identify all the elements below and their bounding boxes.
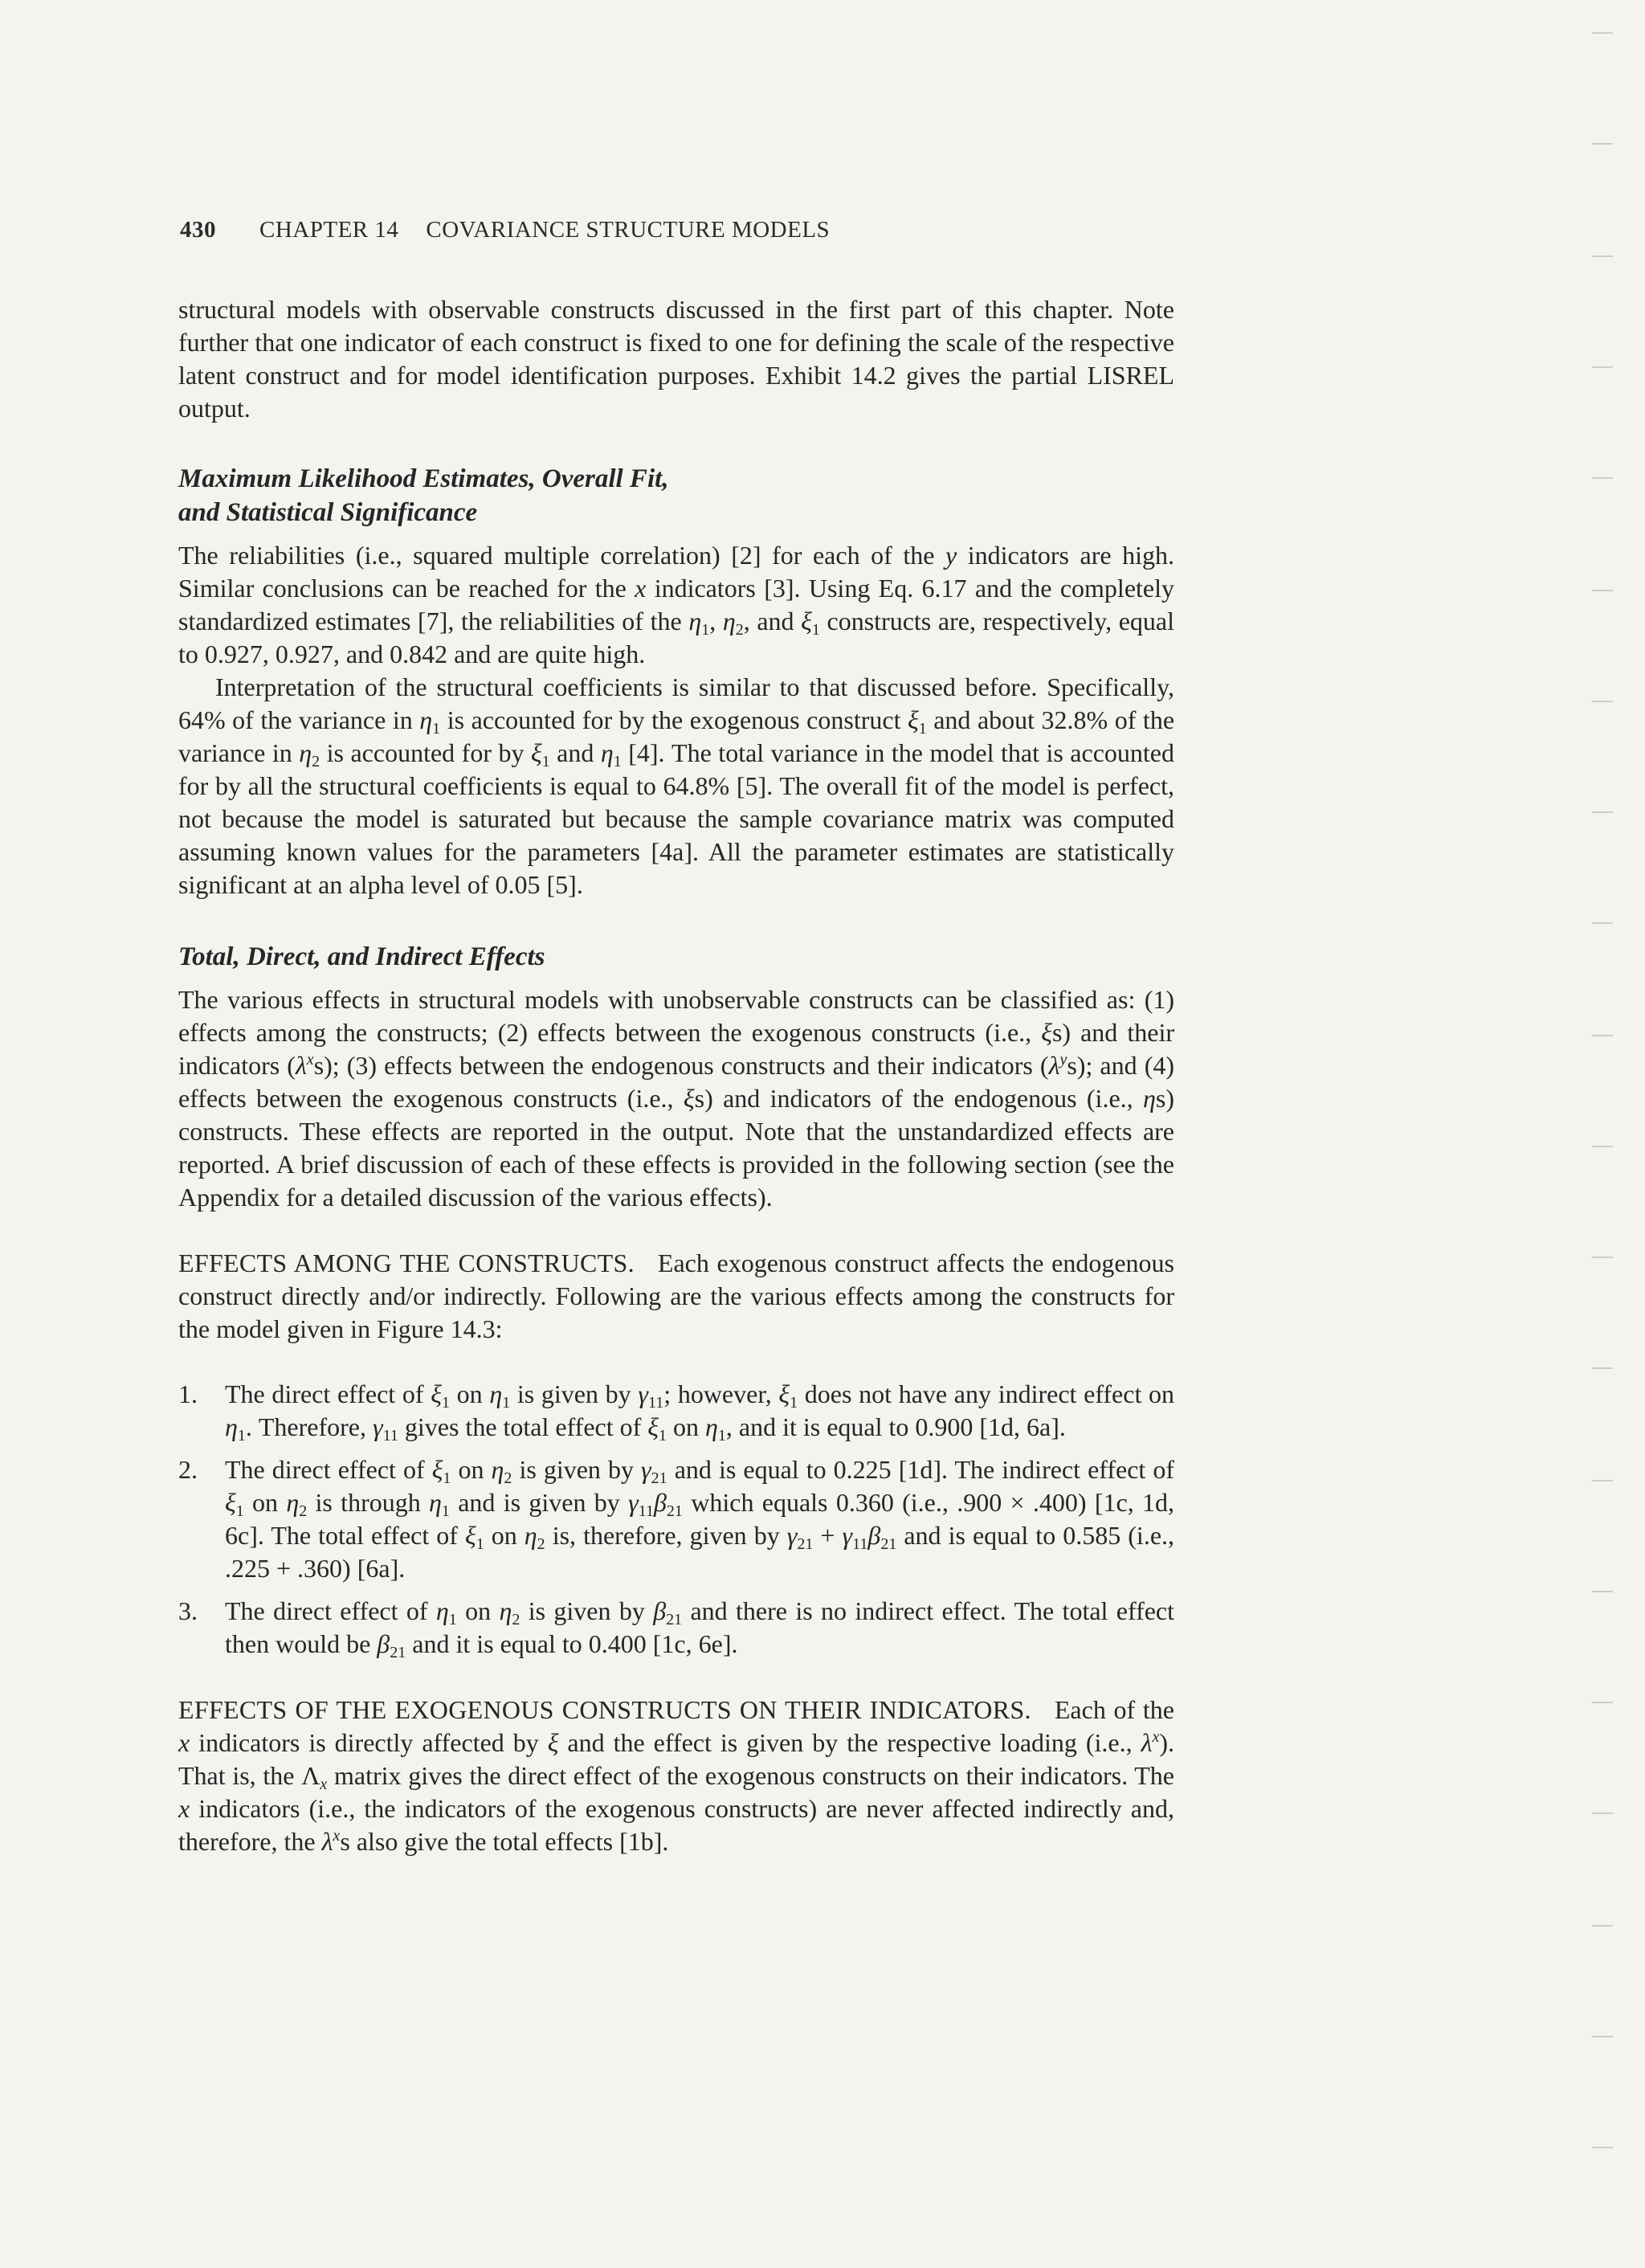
page-number: 430 (180, 217, 216, 243)
effects-indicators-paragraph: EFFECTS OF THE EXOGENOUS CONSTRUCTS ON THEIR INDICATORS. Each of the x indicators is directly affected by ξ and the effect is given by the respective loading (i.e., $\lambda^x$). That is, the $\Lambda_x$ matrix gives the direct effect of the exogenous constructs on their indicators. The x indicators (i.e., the indicators of the exogenous constructs) are never affected indirectly and, therefore, the $\lambda^xs$ also give the total effects [1b]. (178, 1695, 1175, 1856)
chapter-label: CHAPTER 14 (259, 217, 399, 243)
list-item: 3. The direct effect of $\eta_1$ on $\eta_2$ is given by $\beta_{21}$ and there is no indirect effect. The total effect then would be $\beta_{21}$ and it is equal to 0.400 [1c, 6e]. (178, 1596, 1175, 1661)
chapter-title: COVARIANCE STRUCTURE MODELS (426, 217, 831, 243)
runin-heading-indicators: EFFECTS OF THE EXOGENOUS CONSTRUCTS ON THEIR INDICATORS. (178, 1695, 1031, 1724)
list-item: 1. The direct effect of $\xi_1$ on $\eta_1$ is given by $\gamma_{11}$; however, $\xi_1$ does not have any indirect effect on $\eta_1$. Therefore, $\gamma_{11}$ gives the total effect of $\xi_1$ on $\eta_1$, and it is equal to 0.900 [1d, 6a]. (178, 1379, 1175, 1445)
page-body (178, 293, 1174, 1858)
section-heading-ml: Maximum Likelihood Estimates, Overall Fit, and Statistical Significance (178, 464, 669, 527)
structural-coefficients-paragraph: Interpretation of the structural coefficients is similar to that discussed before. Specifically, 64% of the variance in $\eta_1$ is accounted for by the exogenous construct $\xi_1$ and about 32.8% of the variance in $\eta_2$ is accounted for by $\xi_1$ and $\eta_1$ [4]. The total variance in the model that is accounted for by all the structural coefficients is equal to 64.8% [5]. The overall fit of the model is perfect, not because the model is saturated but because the sample covariance matrix was computed assuming known values for the parameters [4a]. All the parameter estimates are statistically significant at an alpha level of 0.05 [5]. (178, 672, 1175, 899)
effects-classification-paragraph: The various effects in structural models with unobservable constructs can be classified as: (1) effects among the constructs; (2) effects between the exogenous constructs (i.e., ξs) and their indicators $(\lambda^xs)$; (3) effects between the endogenous constructs and their indicators $(\lambda^ys)$; and (4) effects between the exogenous constructs (i.e., ξs) and indicators of the endogenous (i.e., ηs) constructs. These effects are reported in the output. Note that the unstandardized effects are reported. A brief discussion of each of these effects is provided in the following section (see the Appendix for a detailed discussion of the various effects). (178, 985, 1175, 1212)
effects-list (178, 1378, 1174, 1661)
list-item: 2. The direct effect of $\xi_1$ on $\eta_2$ is given by $\gamma_{21}$ and is equal to 0.225 [1d]. The indirect effect of $\xi_1$ on $\eta_2$ is through $\eta_1$ and is given by $\gamma_{11}\beta_{21}$ which equals 0.360 (i.e., .900 × .400) [1c, 1d, 6c]. The total effect of $\xi_1$ on $\eta_2$ is, therefore, given by $\gamma_{21} + \gamma_{11}\beta_{21}$ and is equal to 0.585 (i.e., .225 + .360) [6a]. (178, 1455, 1175, 1583)
margin-scan-marks (1589, 0, 1613, 2268)
reliability-paragraph: The reliabilities (i.e., squared multiple correlation) [2] for each of the y indicators are high. Similar conclusions can be reached for the x indicators [3]. Using Eq. 6.17 and the completely standardized estimates [7], the reliabilities of the $\eta_1$, $\eta_2$, and $\xi_1$ constructs are, respectively, equal to 0.927, 0.927, and 0.842 and are quite high. (178, 541, 1175, 668)
section-heading-effects: Total, Direct, and Indirect Effects (178, 942, 545, 971)
runin-heading-among: EFFECTS AMONG THE CONSTRUCTS. (178, 1248, 635, 1277)
intro-paragraph: structural models with observable constructs discussed in the first part of this chapter. Note further that one indicator of each construct is fixed to one for defining the scale of the respective latent construct and for model identification purposes. Exhibit 14.2 gives the partial LISREL output. (178, 295, 1174, 423)
running-head (180, 217, 830, 243)
effects-among-paragraph: EFFECTS AMONG THE CONSTRUCTS. Each exogenous construct affects the endogenous construct directly and/or indirectly. Following are the various effects among the constructs for the model given in Figure 14.3: (178, 1248, 1175, 1343)
